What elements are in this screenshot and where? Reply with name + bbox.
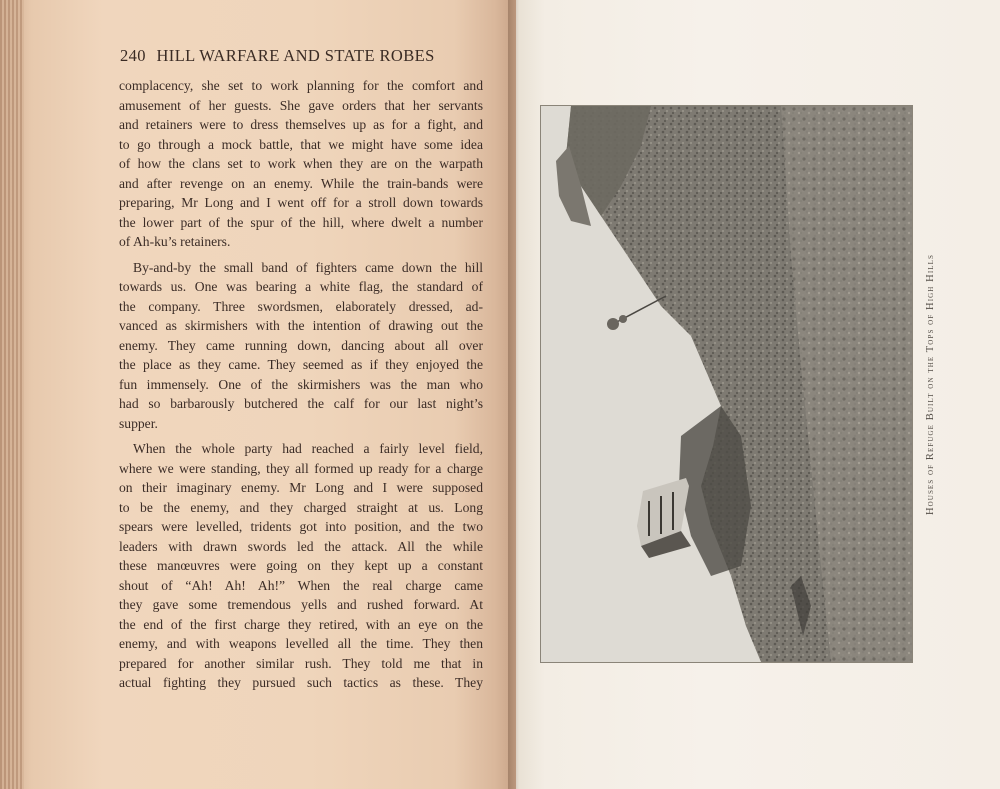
photo-caption-text: Houses of Refuge Built on the Tops of High Hills <box>925 253 937 515</box>
text-line: they gave some tremendous yells and rushed forward. At <box>119 597 483 612</box>
text-line: amusement of her guests. She gave orders that her servants <box>119 97 483 113</box>
text-line: and after revenge on an enemy. While the train-bands were <box>119 175 483 191</box>
text-line: By-and-by the small band of fighters came down the hill <box>133 259 483 275</box>
text-line: When the whole party had reached a fairly level field, <box>133 441 483 456</box>
text-line: and retainers were to dress themselves up as for a fight, and <box>119 117 483 132</box>
text-line: complacency, she set to work planning for the comfort and <box>119 78 483 93</box>
photo-plate <box>540 105 913 663</box>
book-gutter <box>508 0 524 789</box>
text-line: the place as they came. They seemed as if they enjoyed the <box>119 357 483 372</box>
paragraph <box>119 258 483 434</box>
text-line: the lower part of the spur of the hill, where dwelt a number <box>119 214 483 230</box>
text-line: actual fighting they pursued such tactics as these. They <box>119 675 483 690</box>
page-number: 240 <box>120 46 146 65</box>
hillside-photograph <box>541 106 912 662</box>
text-line: had so barbarously butchered the calf for our last night’s <box>119 396 483 411</box>
paragraph <box>119 76 483 252</box>
body-text <box>119 76 483 693</box>
text-line: preparing, Mr Long and I went off for a stroll down towards <box>119 195 483 210</box>
text-line: spears were levelled, tridents got into position, and the two <box>119 519 483 534</box>
text-line: prepared for another similar rush. They told me that in <box>119 655 483 671</box>
text-line: fun immensely. One of the skirmishers was the man who <box>119 376 483 392</box>
text-line: vanced as skirmishers with the intention of drawing out the <box>119 318 483 333</box>
text-line: on their imaginary enemy. Mr Long and I were supposed <box>119 480 483 495</box>
paragraph <box>119 439 483 693</box>
running-head <box>120 46 435 66</box>
running-head-title: HILL WARFARE AND STATE ROBES <box>156 46 435 65</box>
text-line: these manœuvres were going on they kept up a constant <box>119 558 483 573</box>
text-line: shout of “Ah! Ah! Ah!” When the real charge came <box>119 577 483 593</box>
text-line: the end of the first charge they retired, with an eye on the <box>119 616 483 632</box>
text-line: enemy. They came running down, dancing about all over <box>119 337 483 353</box>
text-line: of Ah-ku’s retainers. <box>119 234 231 249</box>
text-line: to go through a mock battle, that we might have some idea <box>119 136 483 152</box>
text-line: of how the clans set to work when they are on the warpath <box>119 156 483 171</box>
text-line: leaders with drawn swords led the attack. All the while <box>119 538 483 554</box>
text-line: to be the enemy, and they charged straight at us. Long <box>119 499 483 515</box>
text-line: towards us. One was bearing a white flag, the standard of <box>119 279 483 294</box>
text-line: the company. Three swordsmen, elaborately dressed, ad- <box>119 298 483 314</box>
photo-caption <box>924 243 938 525</box>
text-line: where we were standing, they all formed up ready for a charge <box>119 460 483 476</box>
text-line: supper. <box>119 415 158 431</box>
text-line: enemy, and with weapons levelled all the time. They then <box>119 636 483 651</box>
